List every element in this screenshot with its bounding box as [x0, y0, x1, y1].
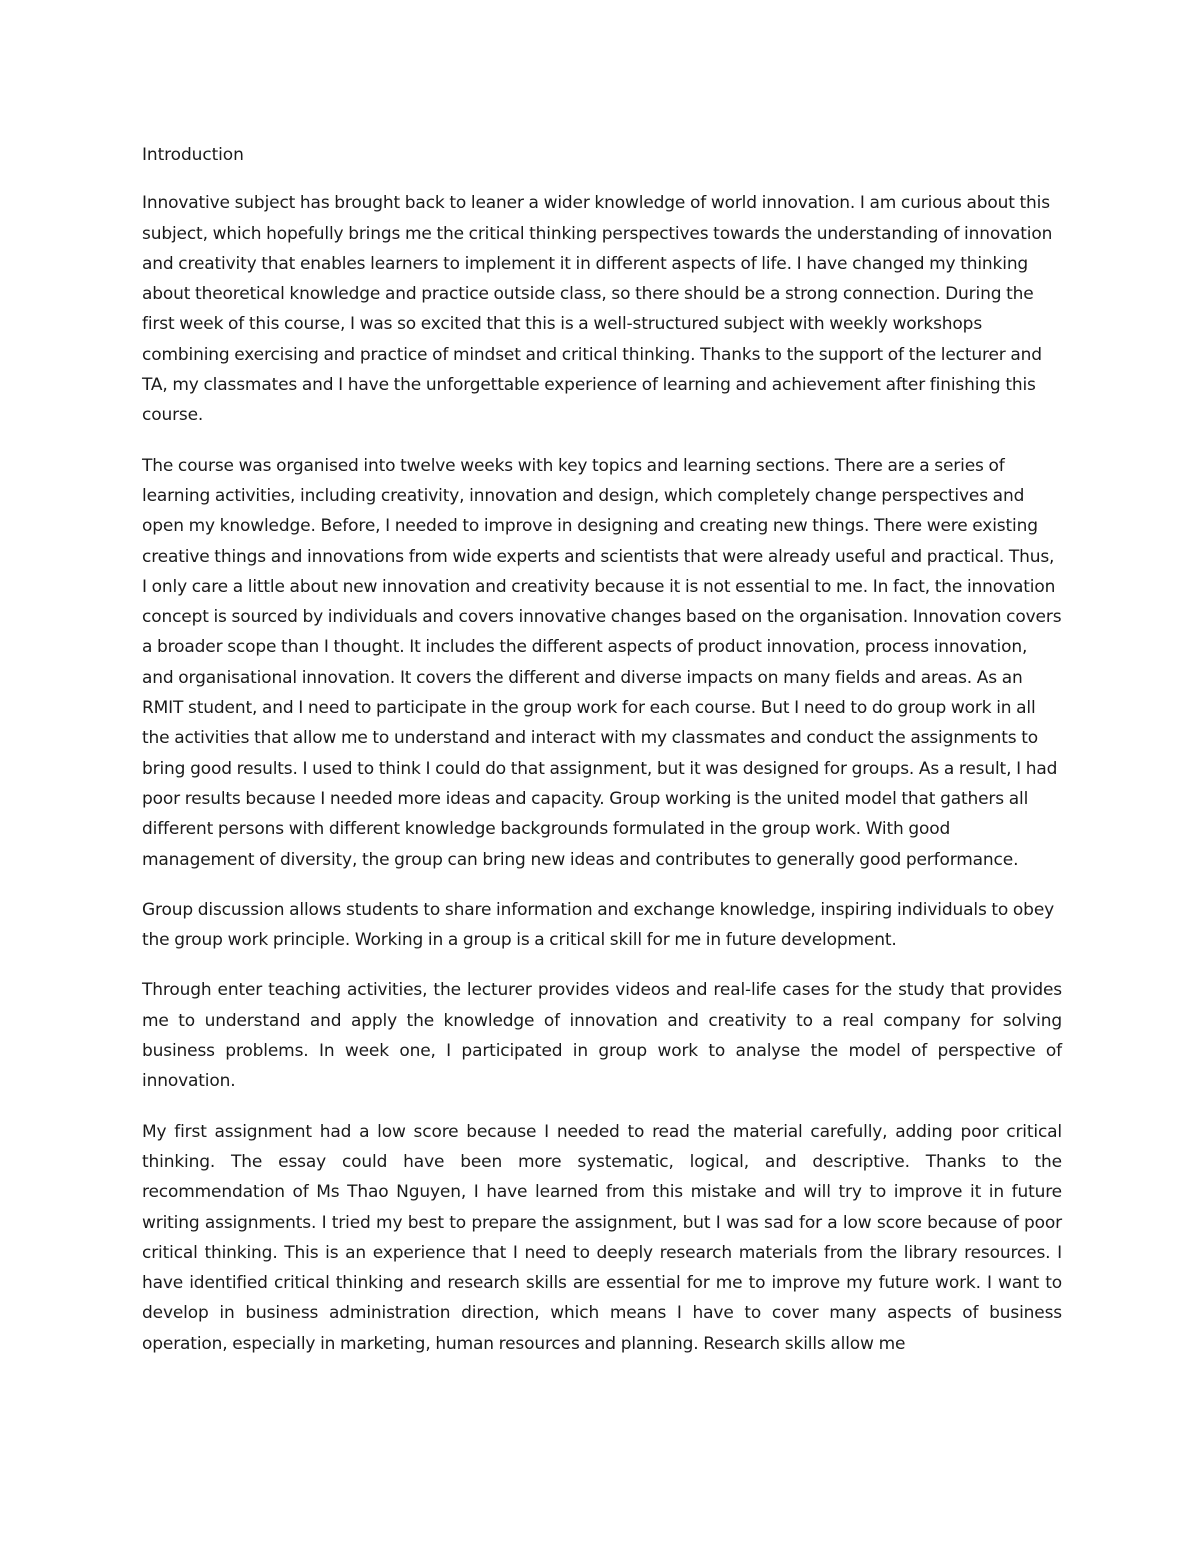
paragraph-4: Through enter teaching activities, the lecturer provides videos and real-life cases for the study that provides me to understand and apply the knowledge of innovation and creativity to a real company for solving business problems. In week one, I participated in group work to analyse the model of perspective of innovation. [142, 980, 1062, 1092]
paragraph-3: Group discussion allows students to share information and exchange knowledge, inspiring individuals to obey the group work principle. Working in a group is a critical skill for me in future development. [142, 899, 1055, 951]
paragraph-1: Innovative subject has brought back to leaner a wider knowledge of world innovation. I am curious about this subject, which hopefully brings me the critical thinking perspectives towards the understanding of innovation and creativity that enables learners to implement it in different aspects of life. I have changed my thinking about theoretical knowledge and practice outside class, so there should be a strong connection. During the first week of this course, I was so excited that this is a well-structured subject with weekly workshops combining exercising and practice of mindset and critical thinking. Thanks to the support of the lecturer and TA, my classmates and I have the unforgettable experience of learning and achievement after finishing this course. [142, 193, 1053, 426]
paragraph-2: The course was organised into twelve weeks with key topics and learning sections. There are a series of learning activities, including creativity, innovation and design, which completely change perspectives and open my knowledge. Before, I needed to improve in designing and creating new things. There were existing creative things and innovations from wide experts and scientists that were already useful and practical. Thus, I only care a little about new innovation and creativity because it is not essential to me. In fact, the innovation concept is sourced by individuals and covers innovative changes based on the organisation. Innovation covers a broader scope than I thought. It includes the different aspects of product innovation, process innovation, and organisational innovation. It covers the different and diverse impacts on many fields and areas. As an RMIT student, and I need to participate in the group work for each course. But I need to do group work in all the activities that allow me to understand and interact with my classmates and conduct the assignments to bring good results. I used to think I could do that assignment, but it was designed for groups. As a result, I had poor results because I needed more ideas and capacity. Group working is the united model that gathers all different persons with different knowledge backgrounds formulated in the group work. With good management of diversity, the group can bring new ideas and contributes to generally good performance. [142, 455, 1062, 870]
section-heading: Introduction [142, 145, 244, 165]
paragraph-5: My first assignment had a low score because I needed to read the material carefully, adding poor critical thinking. The essay could have been more systematic, logical, and descriptive. Thanks to the recommendation of Ms Thao Nguyen, I have learned from this mistake and will try to improve it in future writing assignments. I tried my best to prepare the assignment, but I was sad for a low score because of poor critical thinking. This is an experience that I need to deeply research materials from the library resources. I have identified critical thinking and research skills are essential for me to improve my future work. I want to develop in business administration direction, which means I have to cover many aspects of business operation, especially in marketing, human resources and planning. Research skills allow me [142, 1121, 1062, 1354]
